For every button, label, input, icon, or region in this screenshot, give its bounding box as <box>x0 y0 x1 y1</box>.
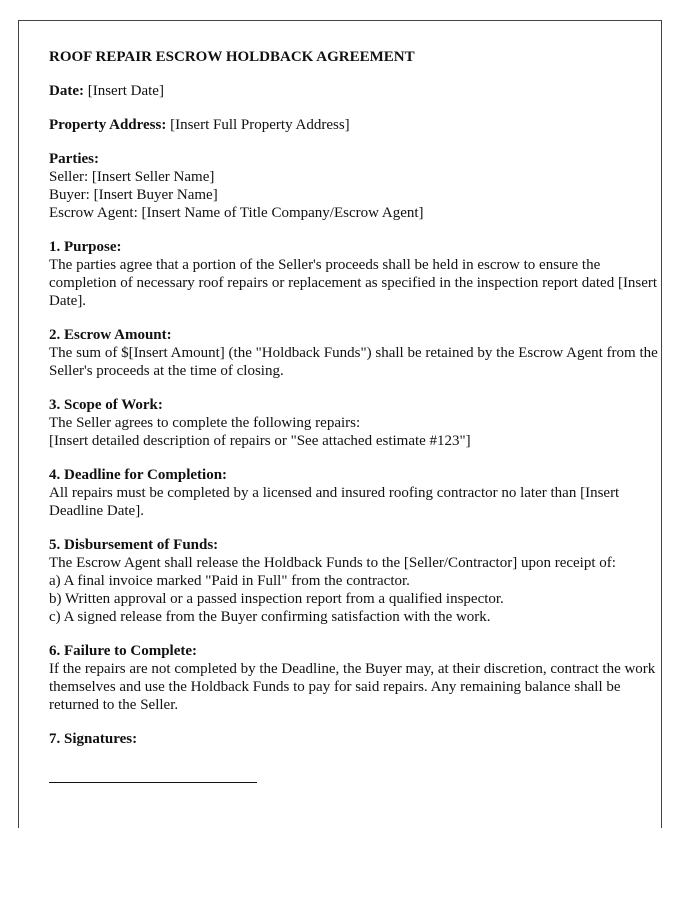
date-value: [Insert Date] <box>87 83 164 99</box>
section-heading: 3. Scope of Work: <box>49 397 163 413</box>
document-title: ROOF REPAIR ESCROW HOLDBACK AGREEMENT <box>49 49 415 65</box>
section-purpose <box>49 238 661 310</box>
signature-line <box>49 764 257 783</box>
date-field <box>49 82 661 100</box>
buyer-line: Buyer: [Insert Buyer Name] <box>49 187 218 203</box>
section-heading: 5. Disbursement of Funds: <box>49 537 219 553</box>
section-heading: 6. Failure to Complete: <box>49 643 198 659</box>
section-text: The Seller agrees to complete the following repairs: <box>49 415 361 431</box>
seller-line: Seller: [Insert Seller Name] <box>49 169 215 185</box>
section-heading: 7. Signatures: <box>49 731 138 747</box>
parties-label: Parties: <box>49 151 99 167</box>
section-text: The parties agree that a portion of the Seller's proceeds shall be held in escrow to ensure the completion of necessary roof repairs or replacement as specified in the inspection report dated [Insert Date]. <box>49 257 658 309</box>
section-text: [Insert detailed description of repairs or "See attached estimate #123"] <box>49 433 471 449</box>
section-disbursement <box>49 536 661 626</box>
parties-section <box>49 150 661 222</box>
section-failure-to-complete <box>49 642 661 714</box>
date-label: Date: <box>49 83 84 99</box>
list-item: b) Written approval or a passed inspection report from a qualified inspector. <box>49 591 504 607</box>
section-text: All repairs must be completed by a licensed and insured roofing contractor no later than [Insert Deadline Date]. <box>49 485 620 519</box>
section-heading: 1. Purpose: <box>49 239 122 255</box>
section-deadline <box>49 466 661 520</box>
property-address-label: Property Address: <box>49 117 167 133</box>
property-address-field <box>49 116 661 134</box>
section-signatures <box>49 730 661 748</box>
section-text: The sum of $[Insert Amount] (the "Holdback Funds") shall be retained by the Escrow Agent from the Seller's proceeds at the time of closing. <box>49 345 658 379</box>
list-item: a) A final invoice marked "Paid in Full" from the contractor. <box>49 573 410 589</box>
section-text: If the repairs are not completed by the Deadline, the Buyer may, at their discretion, contract the work themselves and use the Holdback Funds to pay for said repairs. Any remaining balance shall be returned to the Seller. <box>49 661 656 713</box>
section-heading: 2. Escrow Amount: <box>49 327 172 343</box>
escrow-agent-line: Escrow Agent: [Insert Name of Title Company/Escrow Agent] <box>49 205 424 221</box>
agreement-document <box>18 20 662 828</box>
section-heading: 4. Deadline for Completion: <box>49 467 228 483</box>
section-text: The Escrow Agent shall release the Holdback Funds to the [Seller/Contractor] upon receipt of: <box>49 555 616 571</box>
section-escrow-amount <box>49 326 661 380</box>
list-item: c) A signed release from the Buyer confirming satisfaction with the work. <box>49 609 491 625</box>
section-scope-of-work <box>49 396 661 450</box>
property-address-value: [Insert Full Property Address] <box>170 117 350 133</box>
